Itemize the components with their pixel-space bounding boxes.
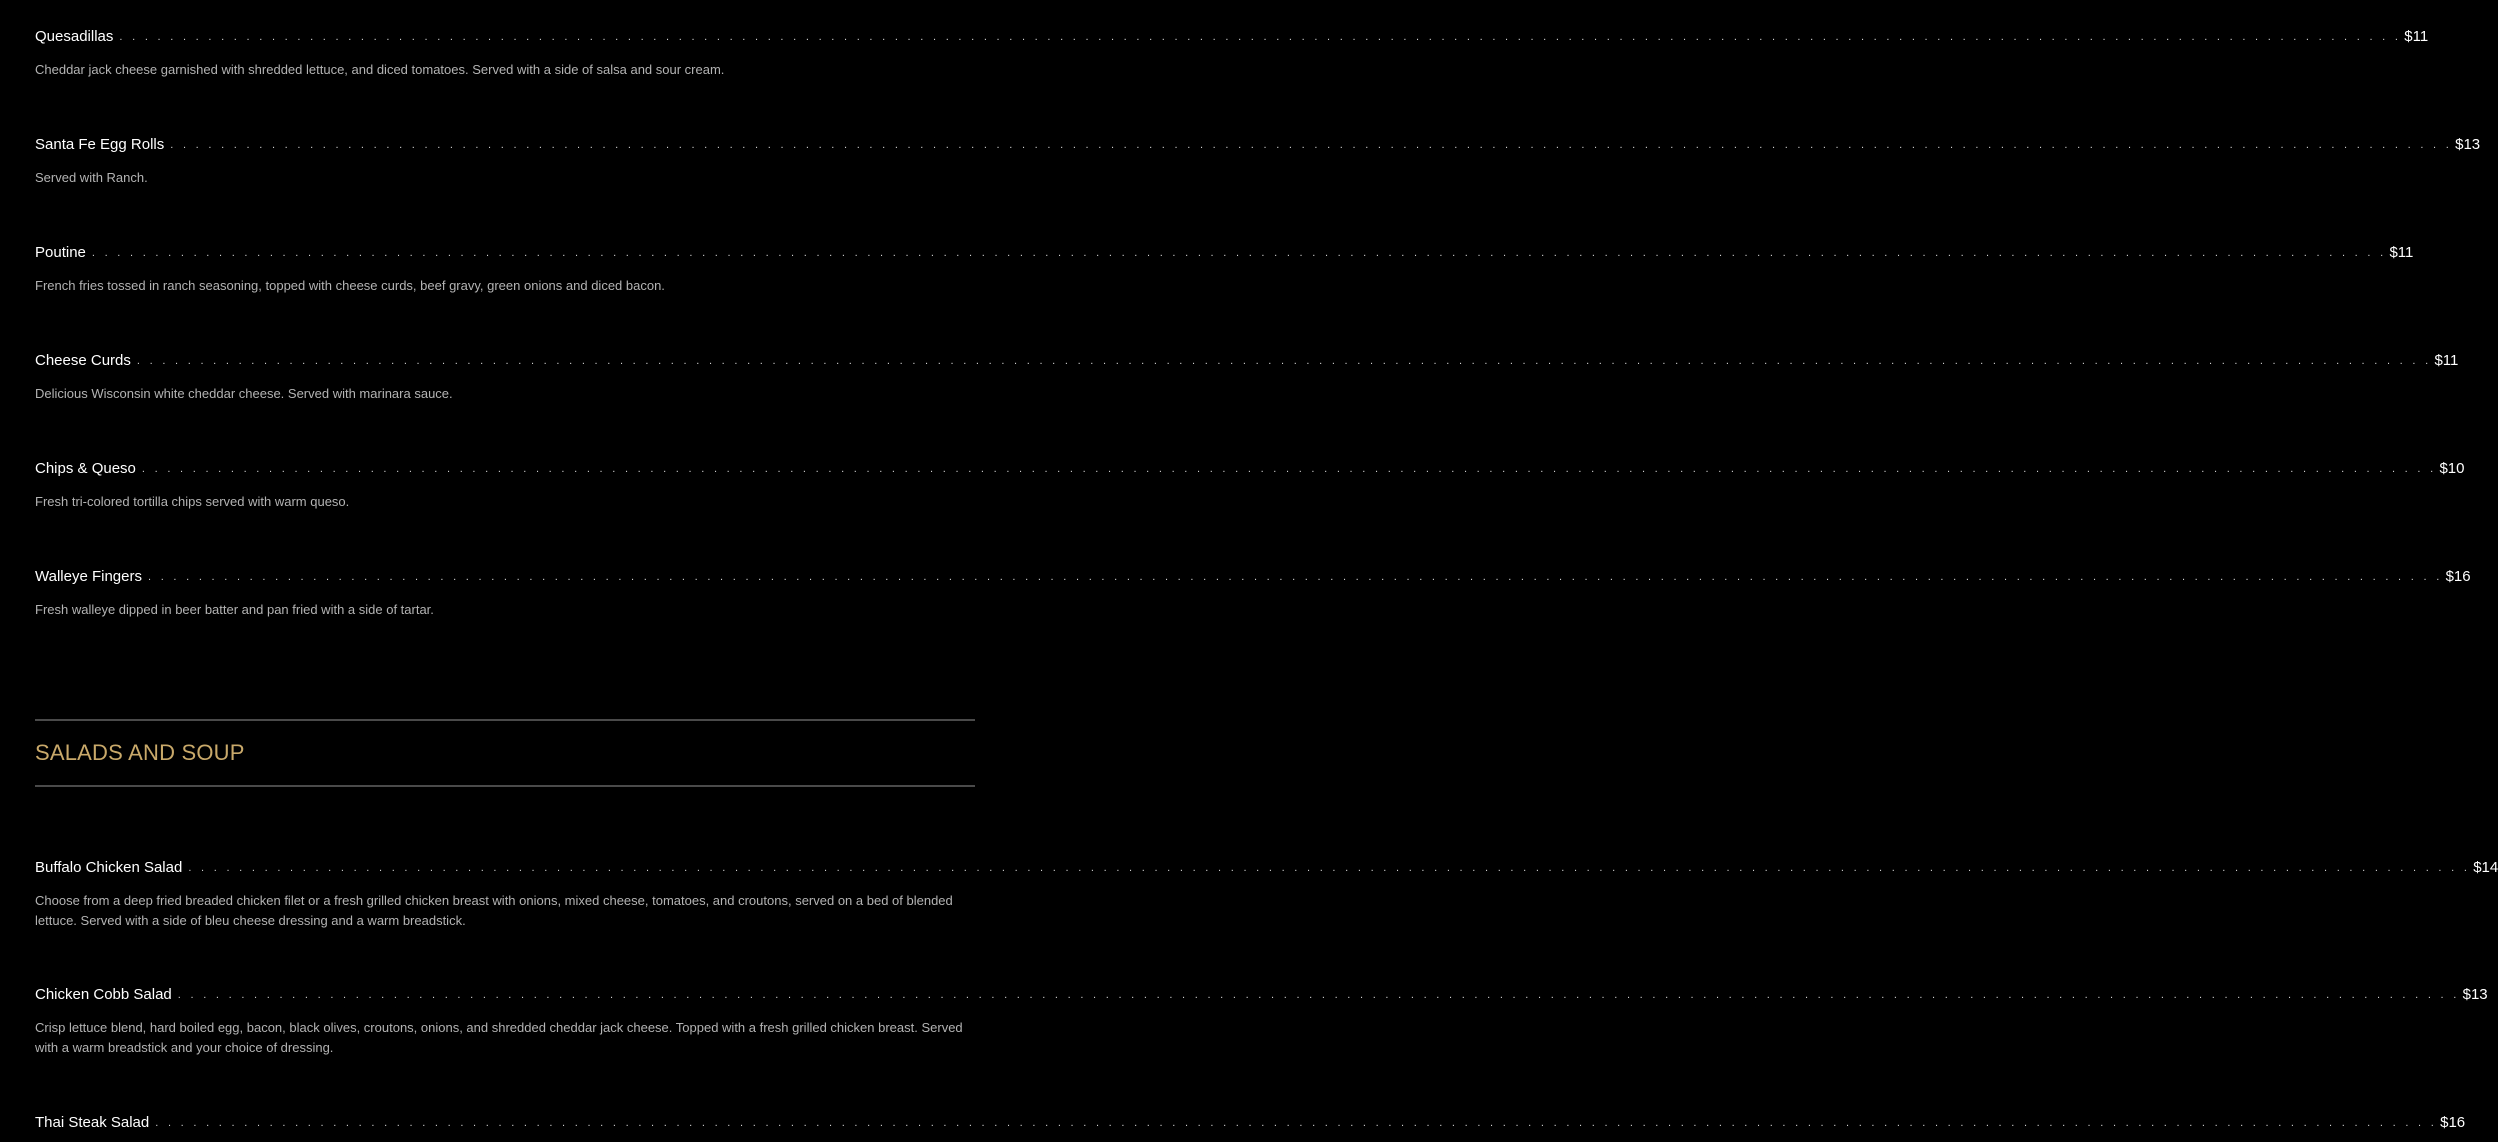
section-divider-top <box>35 719 975 721</box>
item-description: Cheddar jack cheese garnished with shredded lettuce, and diced tomatoes. Served with a side of salsa and sour cream. <box>35 62 725 77</box>
menu-item <box>35 351 2459 404</box>
item-price: $13 <box>2462 986 2488 1003</box>
section-title: SALADS AND SOUP <box>35 740 245 765</box>
item-name: Walleye Fingers <box>35 568 142 585</box>
item-name: Chips & Queso <box>35 460 136 477</box>
dot-leader: . . . . . . . . . . . . . . . . . . . . . . . . . . . . . . . . . . . . . . . . . . . . . . . . . . . . . . . . . . . . . . . . . . . . . . . . . . . . . . . . . . . . . . . . . . . . . . . . . . . . . . . . . . . . . . . . . . . . . . . . . . . . . . . . . . . . . . . . . . . . . . . . . . . . . . . . . . . . . . . . . . . . . . . . . . . . . . . . . . . . . <box>147 571 2443 583</box>
dot-leader: . . . . . . . . . . . . . . . . . . . . . . . . . . . . . . . . . . . . . . . . . . . . . . . . . . . . . . . . . . . . . . . . . . . . . . . . . . . . . . . . . . . . . . . . . . . . . . . . . . . . . . . . . . . . . . . . . . . . . . . . . . . . . . . . . . . . . . . . . . . . . . . . . . . . . . . . . . . . . . . . . . . . . . . . . . . . . . . . . . . . . <box>136 355 2432 367</box>
menu-item <box>35 459 2465 512</box>
item-description: Delicious Wisconsin white cheddar cheese. Served with marinara sauce. <box>35 386 453 401</box>
menu-item <box>35 1113 2466 1133</box>
item-name: Santa Fe Egg Rolls <box>35 136 165 153</box>
item-price: $16 <box>2440 1114 2466 1131</box>
menu-item <box>35 27 2429 80</box>
item-name: Poutine <box>35 244 86 261</box>
dot-leader: . . . . . . . . . . . . . . . . . . . . . . . . . . . . . . . . . . . . . . . . . . . . . . . . . . . . . . . . . . . . . . . . . . . . . . . . . . . . . . . . . . . . . . . . . . . . . . . . . . . . . . . . . . . . . . . . . . . . . . . . . . . . . . . . . . . . . . . . . . . . . . . . . . . . . . . . . . . . . . . . . . . . . . . . . . . . . . . . . . . . <box>188 862 2471 874</box>
dot-leader: . . . . . . . . . . . . . . . . . . . . . . . . . . . . . . . . . . . . . . . . . . . . . . . . . . . . . . . . . . . . . . . . . . . . . . . . . . . . . . . . . . . . . . . . . . . . . . . . . . . . . . . . . . . . . . . . . . . . . . . . . . . . . . . . . . . . . . . . . . . . . . . . . . . . . . . . . . . . . . . . . . . . . . . . . . . . . . . . . . . . <box>177 989 2460 1001</box>
item-name: Chicken Cobb Salad <box>35 986 172 1003</box>
dot-leader: . . . . . . . . . . . . . . . . . . . . . . . . . . . . . . . . . . . . . . . . . . . . . . . . . . . . . . . . . . . . . . . . . . . . . . . . . . . . . . . . . . . . . . . . . . . . . . . . . . . . . . . . . . . . . . . . . . . . . . . . . . . . . . . . . . . . . . . . . . . . . . . . . . . . . . . . . . . . . . . . . . . . . . . . . . . . . . . . . . . . <box>119 31 2402 43</box>
menu-item <box>35 567 2471 620</box>
menu-item <box>35 135 2481 188</box>
menu-item <box>35 858 2498 930</box>
menu-item <box>35 985 2488 1057</box>
dot-leader: . . . . . . . . . . . . . . . . . . . . . . . . . . . . . . . . . . . . . . . . . . . . . . . . . . . . . . . . . . . . . . . . . . . . . . . . . . . . . . . . . . . . . . . . . . . . . . . . . . . . . . . . . . . . . . . . . . . . . . . . . . . . . . . . . . . . . . . . . . . . . . . . . . . . . . . . . . . . . . . . . . . . . . . . . . . . . . . . . . . . . <box>141 463 2437 475</box>
item-price: $14 <box>2473 859 2498 876</box>
item-description: Crisp lettuce blend, hard boiled egg, bacon, black olives, croutons, onions, and shredded cheddar jack cheese. Topped with a fresh grilled chicken breast. Served with a warm breadstick and your choice of dressing. <box>35 1020 963 1055</box>
item-description: Choose from a deep fried breaded chicken filet or a fresh grilled chicken breast with onions, mixed cheese, tomatoes, and croutons, served on a bed of blended lettuce. Served with a side of bleu cheese dressing and a warm breadstick. <box>35 893 953 928</box>
item-name: Thai Steak Salad <box>35 1114 150 1131</box>
item-price: $11 <box>2434 352 2459 369</box>
item-name: Quesadillas <box>35 28 114 45</box>
dot-leader: . . . . . . . . . . . . . . . . . . . . . . . . . . . . . . . . . . . . . . . . . . . . . . . . . . . . . . . . . . . . . . . . . . . . . . . . . . . . . . . . . . . . . . . . . . . . . . . . . . . . . . . . . . . . . . . . . . . . . . . . . . . . . . . . . . . . . . . . . . . . . . . . . . . . . . . . . . . . . . . . . . . . . . . . . . . . . . . . . . . . . <box>91 247 2387 259</box>
item-name: Buffalo Chicken Salad <box>35 859 183 876</box>
item-description: Fresh tri-colored tortilla chips served with warm queso. <box>35 494 350 509</box>
section-divider-bottom <box>35 785 975 787</box>
menu-item <box>35 243 2414 296</box>
item-price: $13 <box>2455 136 2481 153</box>
item-price: $16 <box>2445 568 2471 585</box>
item-description: Served with Ranch. <box>35 170 148 185</box>
dot-leader: . . . . . . . . . . . . . . . . . . . . . . . . . . . . . . . . . . . . . . . . . . . . . . . . . . . . . . . . . . . . . . . . . . . . . . . . . . . . . . . . . . . . . . . . . . . . . . . . . . . . . . . . . . . . . . . . . . . . . . . . . . . . . . . . . . . . . . . . . . . . . . . . . . . . . . . . . . . . . . . . . . . . . . . . . . . . . . . . . . . . <box>170 139 2453 151</box>
item-description: Fresh walleye dipped in beer batter and pan fried with a side of tartar. <box>35 602 434 617</box>
item-price: $11 <box>2404 28 2429 45</box>
item-name: Cheese Curds <box>35 352 131 369</box>
item-price: $10 <box>2439 460 2465 477</box>
item-description: French fries tossed in ranch seasoning, topped with cheese curds, beef gravy, green onions and diced bacon. <box>35 278 665 293</box>
dot-leader: . . . . . . . . . . . . . . . . . . . . . . . . . . . . . . . . . . . . . . . . . . . . . . . . . . . . . . . . . . . . . . . . . . . . . . . . . . . . . . . . . . . . . . . . . . . . . . . . . . . . . . . . . . . . . . . . . . . . . . . . . . . . . . . . . . . . . . . . . . . . . . . . . . . . . . . . . . . . . . . . . . . . . . . . . . . . . . . . . . . . <box>155 1117 2438 1129</box>
item-price: $11 <box>2389 244 2414 261</box>
